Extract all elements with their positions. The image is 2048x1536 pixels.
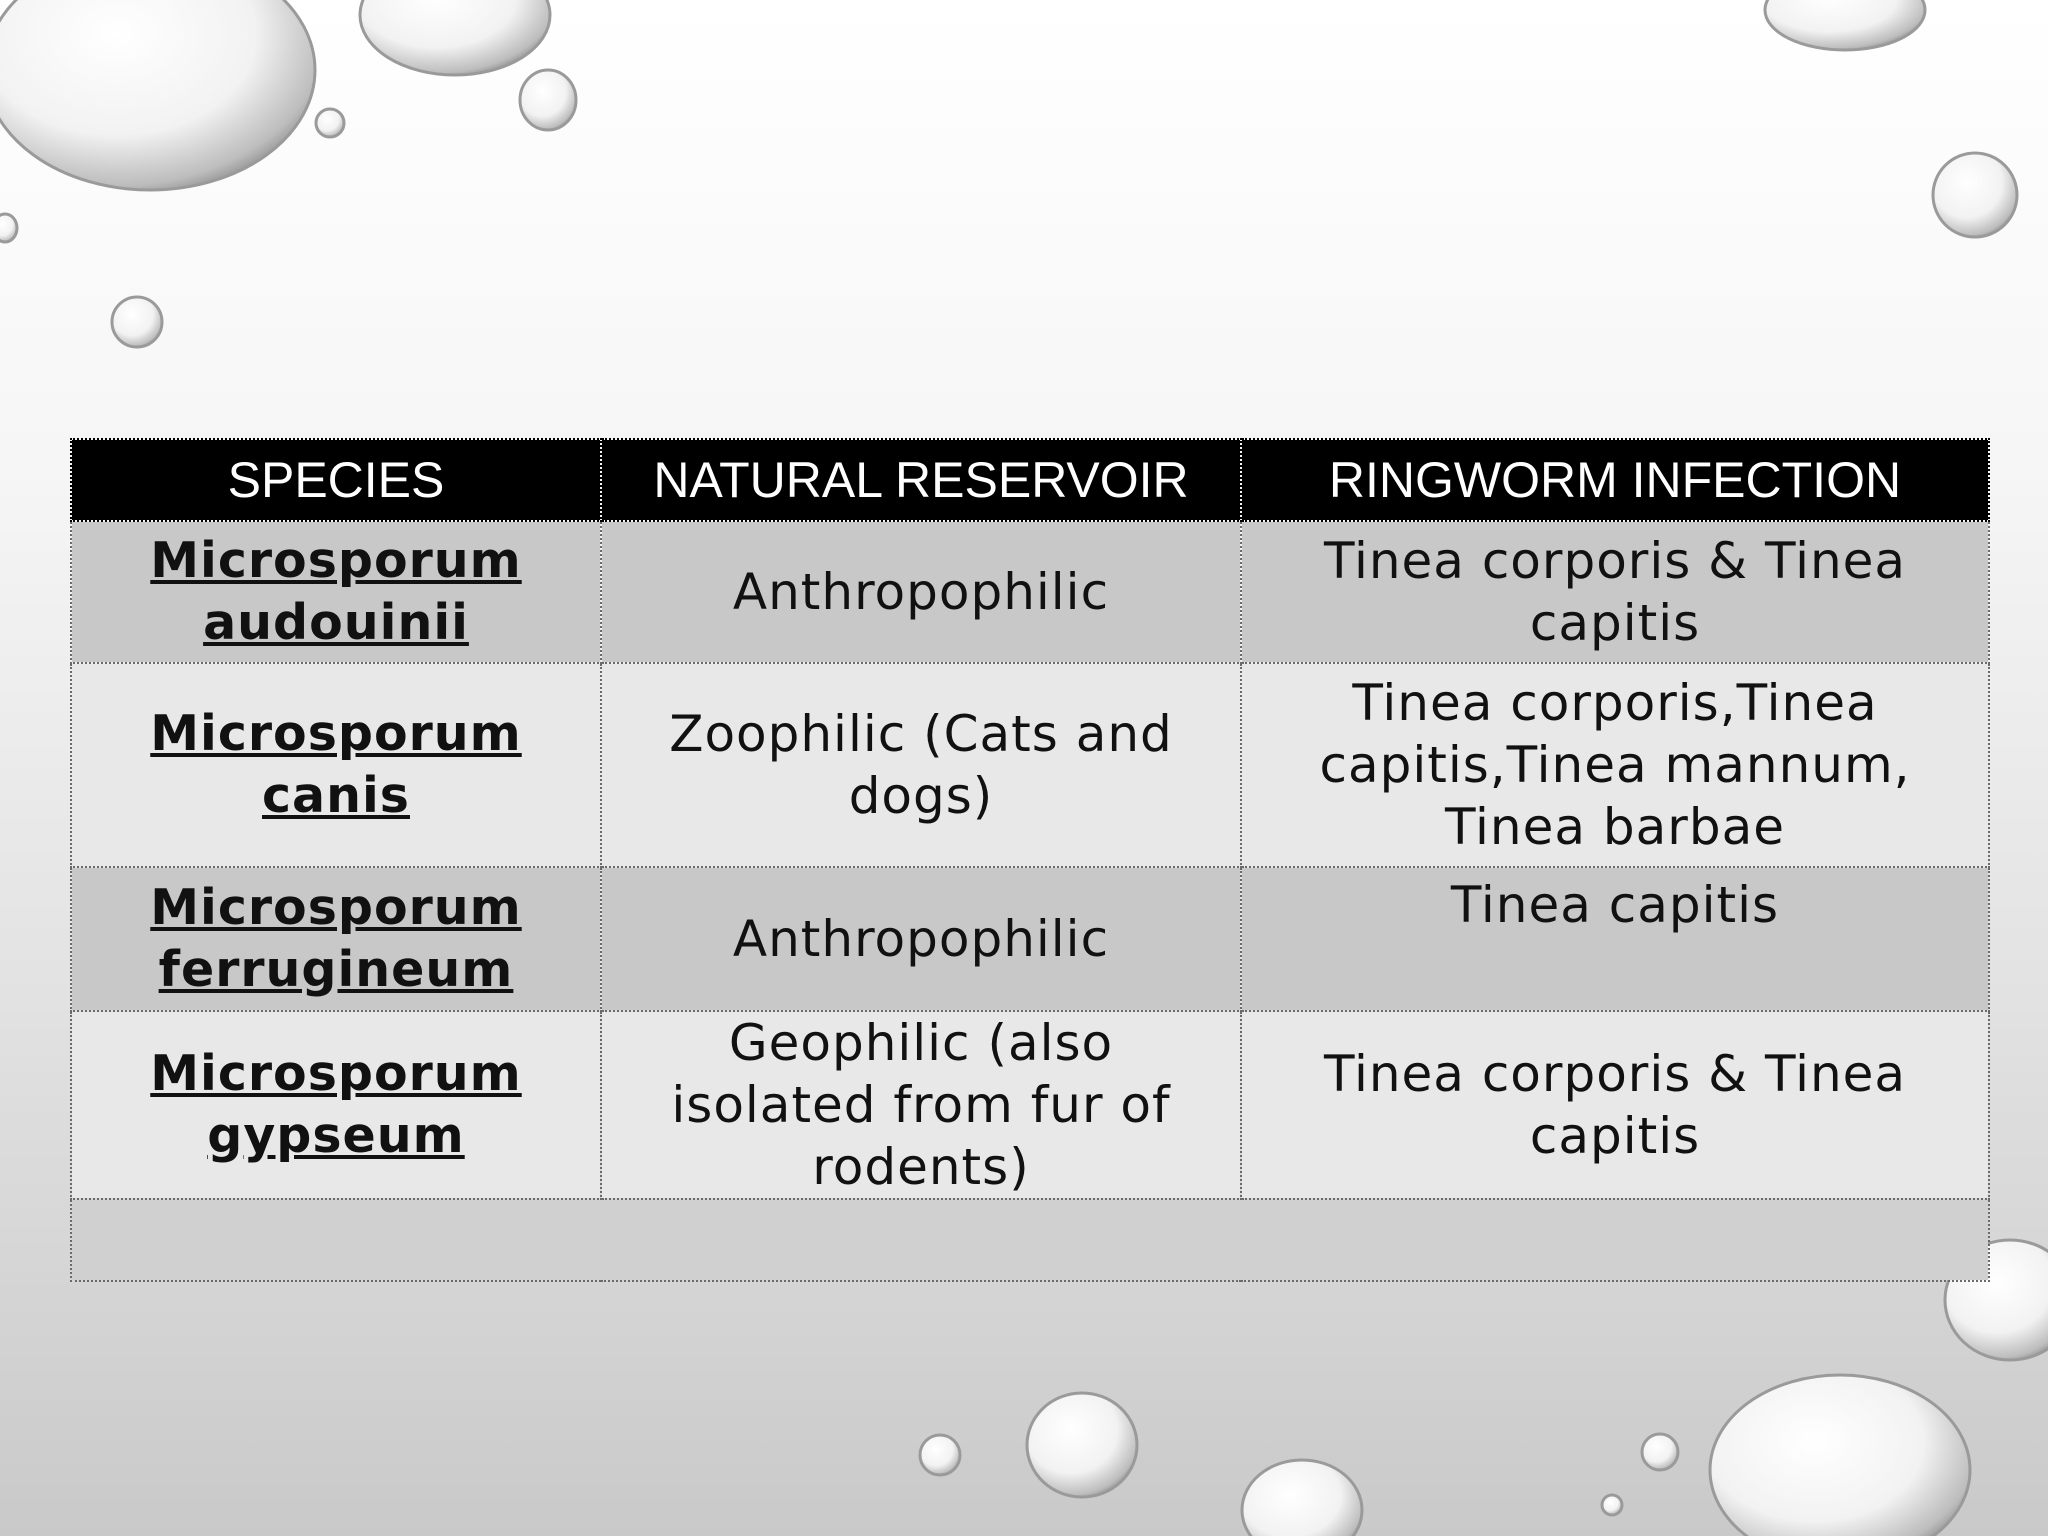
- table-row: [71, 1011, 1989, 1199]
- infection-cell: Tinea corporis & Tinea capitis: [1241, 521, 1989, 663]
- reservoir-cell: Geophilic (also isolated from fur of rodents): [601, 1011, 1241, 1199]
- table-row: [71, 521, 1989, 663]
- header-natural-reservoir: NATURAL RESERVOIR: [601, 439, 1241, 521]
- infection-cell: Tinea corporis & Tinea capitis: [1241, 1011, 1989, 1199]
- species-table: [70, 438, 1990, 1282]
- header-species: SPECIES: [71, 439, 601, 521]
- table-row: [71, 663, 1989, 867]
- table-row-empty: [71, 1199, 1989, 1281]
- table-header-row: [71, 439, 1989, 521]
- header-ringworm-infection: RINGWORM INFECTION: [1241, 439, 1989, 521]
- drop-group-top-right: [1765, 0, 2017, 237]
- reservoir-cell: Zoophilic (Cats and dogs): [601, 663, 1241, 867]
- species-cell: Microsporum canis: [71, 663, 601, 867]
- species-cell: Microsporum ferrugineum: [71, 867, 601, 1011]
- infection-cell: Tinea capitis: [1241, 867, 1989, 1011]
- drop-group-top-left: [0, 0, 576, 347]
- empty-cell: [71, 1199, 1989, 1281]
- table-row: [71, 867, 1989, 1011]
- species-cell: Microsporum audouinii: [71, 521, 601, 663]
- reservoir-cell: Anthropophilic: [601, 521, 1241, 663]
- species-cell: Microsporum gypseum: [71, 1011, 601, 1199]
- infection-cell: Tinea corporis,Tinea capitis,Tinea mannum, Tinea barbae: [1241, 663, 1989, 867]
- drop-group-bottom: [920, 1240, 2048, 1536]
- reservoir-cell: Anthropophilic: [601, 867, 1241, 1011]
